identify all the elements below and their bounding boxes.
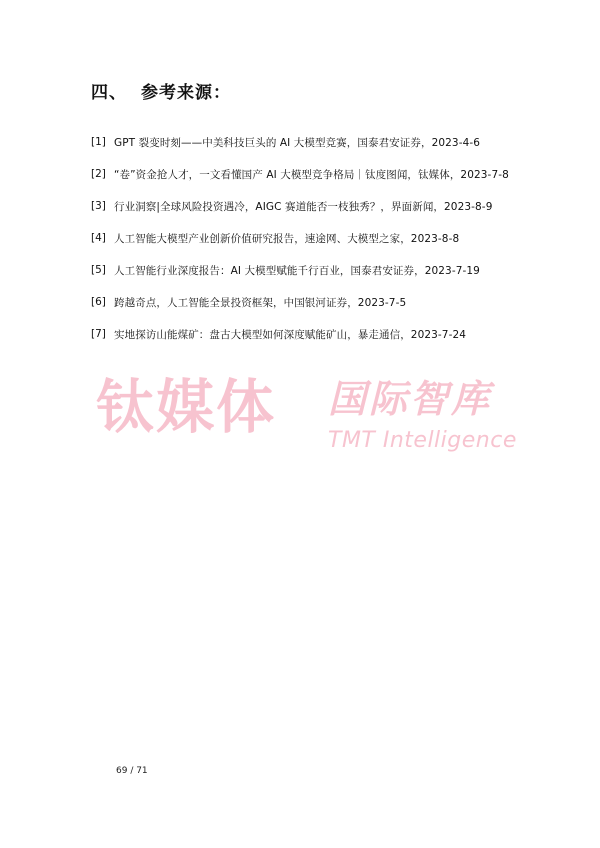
- section-title-text: 参考来源：: [141, 83, 231, 103]
- reference-index: [6]: [91, 296, 106, 308]
- reference-index: [1]: [91, 136, 106, 148]
- reference-text: “卷”资金抢人才，一文看懂国产 AI 大模型竞争格局｜钛度图闻，钛媒体，2023-7-8: [114, 168, 509, 181]
- section-heading: [91, 78, 231, 103]
- reference-item: [91, 318, 561, 350]
- reference-item: [91, 286, 561, 318]
- watermark-brand-cn: 钛媒体: [96, 373, 277, 441]
- reference-text: 人工智能大模型产业创新价值研究报告，速途网、大模型之家，2023-8-8: [114, 232, 460, 245]
- reference-item: [91, 190, 561, 222]
- reference-index: [5]: [91, 264, 106, 276]
- watermark-brand-en: TMT Intelligence: [328, 428, 517, 453]
- tmt-watermark-logo: [96, 373, 517, 460]
- reference-text: 行业洞察|全球风险投资遇冷，AIGC 赛道能否一枝独秀？，界面新闻，2023-8-9: [114, 200, 493, 213]
- reference-item: [91, 126, 561, 158]
- reference-index: [7]: [91, 328, 106, 340]
- reference-item: [91, 222, 561, 254]
- page-number: 69 / 71: [116, 766, 148, 776]
- watermark-brand-cn-right: 国际智库: [328, 377, 493, 421]
- reference-text: 实地探访山能煤矿：盘古大模型如何深度赋能矿山，暴走通信，2023-7-24: [114, 328, 467, 341]
- reference-index: [2]: [91, 168, 106, 180]
- reference-text: GPT 裂变时刻——中美科技巨头的 AI 大模型竞赛，国泰君安证券，2023-4-6: [114, 136, 481, 149]
- reference-item: [91, 254, 561, 286]
- reference-list: [91, 126, 561, 350]
- reference-item: [91, 158, 561, 190]
- section-number: 四、: [91, 83, 127, 103]
- reference-text: 人工智能行业深度报告：AI 大模型赋能千行百业，国泰君安证券，2023-7-19: [114, 264, 480, 277]
- reference-text: 跨越奇点，人工智能全景投资框架，中国银河证券，2023-7-5: [114, 296, 407, 309]
- reference-index: [3]: [91, 200, 106, 212]
- reference-index: [4]: [91, 232, 106, 244]
